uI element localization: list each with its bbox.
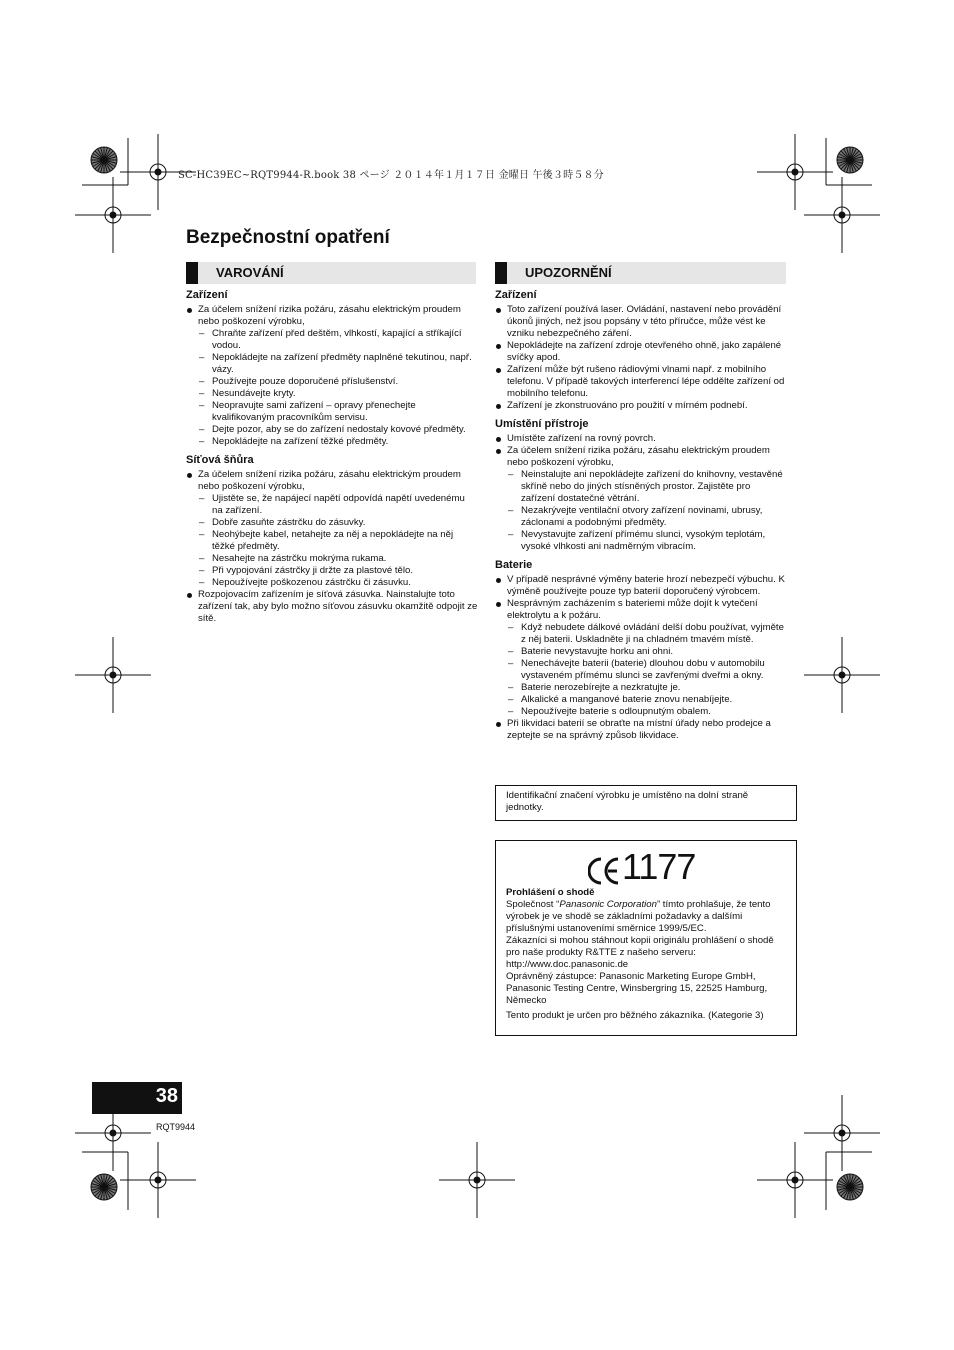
bullet-text: Za účelem snížení rizika požáru, zásahu elektrickým proudem nebo poškození výrobku,	[198, 304, 461, 327]
bullet-text: Nepokládejte na zařízení zdroje otevřeného ohně, jako zapálené svíčky apod.	[507, 340, 782, 363]
declaration-text: Společnost “Panasonic Corporation” tímto prohlašuje, že tento výrobek je ve shodě se základními požadavky a dalšími příslušnými ustanoveními směrnice 1999/5/EC.	[506, 899, 771, 934]
dash-list	[507, 469, 787, 553]
dash-item: – Neopravujte sami zařízení – opravy přenechejte kvalifikovaným pracovníkům servisu.	[198, 400, 478, 424]
dash-list	[198, 493, 478, 589]
caution-heading	[495, 262, 786, 284]
section-title: Síťová šňůra	[186, 454, 254, 466]
dash-item: – Nepokládejte na zařízení předměty naplněné tekutinou, např. vázy.	[198, 352, 478, 376]
bullet-item	[186, 469, 478, 589]
bullet-list	[186, 469, 478, 625]
bullet-item	[495, 445, 787, 553]
dash-item: – Nepoužívejte baterie s odloupnutým obalem.	[507, 706, 787, 718]
bullet-text: Nesprávným zacházením s bateriemi může dojít k vytečení elektrolytu a k požáru.	[507, 598, 758, 621]
bullet-item	[495, 340, 787, 364]
crosshair-mark-icon	[75, 177, 151, 253]
warning-heading-label: VAROVÁNÍ	[216, 265, 284, 280]
dash-item: – Nepokládejte na zařízení těžké předměty.	[198, 436, 478, 448]
bullet-item	[495, 574, 787, 598]
consumer-text: Tento produkt je určen pro běžného zákazníka. (Kategorie 3)	[506, 1010, 764, 1021]
heading-block	[495, 262, 507, 284]
caution-heading-label: UPOZORNĚNÍ	[525, 265, 612, 280]
crosshair-mark-icon	[120, 1142, 196, 1218]
dash-item: – Nesahejte na zástrčku mokrýma rukama.	[198, 553, 478, 565]
bullet-item	[186, 589, 478, 625]
bullet-text: Rozpojovacím zařízením je síťová zásuvka. Nainstalujte toto zařízení tak, aby bylo možno síťovou zásuvku okamžitě odpojit ze sítě.	[198, 589, 478, 624]
section-title: Umístění přístroje	[495, 418, 589, 430]
dash-item: – Alkalické a manganové baterie znovu nenabíjejte.	[507, 694, 787, 706]
dash-item: – Při vypojování zástrčky ji držte za plastové tělo.	[198, 565, 478, 577]
crosshair-mark-icon	[804, 177, 880, 253]
dash-list	[507, 622, 787, 718]
crosshair-mark-icon	[757, 134, 833, 210]
dash-item: – Baterie nevystavujte horku ani ohni.	[507, 646, 787, 658]
dash-item: – Používejte pouze doporučené příslušenství.	[198, 376, 478, 388]
crosshair-mark-icon	[757, 1142, 833, 1218]
warning-column	[186, 289, 478, 625]
bullet-item	[186, 304, 478, 448]
declaration-title: Prohlášení o shodě	[506, 887, 595, 898]
dash-item: – Nesundávejte kryty.	[198, 388, 478, 400]
registration-wheel-icon	[91, 147, 117, 173]
bullet-list	[495, 574, 787, 742]
registration-wheel-icon	[837, 147, 863, 173]
bullet-text: Za účelem snížení rizika požáru, zásahu elektrickým proudem nebo poškození výrobku,	[507, 445, 770, 468]
warning-heading	[186, 262, 476, 284]
bullet-text: Při likvidaci baterií se obraťte na místní úřady nebo prodejce a zeptejte se na správný způsob likvidace.	[507, 718, 771, 741]
print-header: SC-HC39EC~RQT9944-R.book 38 ページ ２０１４年１月１７日 金曜日 午後３時５８分	[178, 170, 604, 181]
bullet-item	[495, 433, 787, 445]
dash-item: – Chraňte zařízení před deštěm, vlhkostí, kapající a stříkající vodou.	[198, 328, 478, 352]
bullet-list	[495, 304, 787, 412]
crosshair-mark-icon	[804, 1095, 880, 1171]
dash-list	[198, 328, 478, 448]
bullet-item	[495, 718, 787, 742]
dash-item: – Nenechávejte baterii (baterie) dlouhou dobu v automobilu vystaveném přímému slunci se zavřenými dveřmi a okny.	[507, 658, 787, 682]
dash-item: – Nepoužívejte poškozenou zástrčku či zásuvku.	[198, 577, 478, 589]
crosshair-mark-icon	[804, 637, 880, 713]
section-title: Zařízení	[186, 289, 228, 301]
bullet-text: Toto zařízení používá laser. Ovládání, nastavení nebo provádění úkonů jiných, než jsou popsány v této příručce, může vést ke vzniku nebezpečného záření.	[507, 304, 782, 339]
page-title: Bezpečnostní opatření	[186, 227, 390, 248]
dash-item: – Ujistěte se, že napájecí napětí odpovídá napětí uvedenému na zařízení.	[198, 493, 478, 517]
dash-item: – Když nebudete dálkové ovládání delší dobu používat, vyjměte z něj baterii. Uskladněte ji na chladném tmavém místě.	[507, 622, 787, 646]
bullet-item	[495, 598, 787, 718]
bullet-list	[186, 304, 478, 448]
crosshair-mark-icon	[75, 637, 151, 713]
bullet-text: Zařízení může být rušeno rádiovými vlnami např. z mobilního telefonu. V případě takových interferencí lépe oddělte zařízení od mobilního telefonu.	[507, 364, 785, 399]
dash-item: – Neohýbejte kabel, netahejte za něj a nepokládejte na něj těžké předměty.	[198, 529, 478, 553]
ce-declaration-box	[495, 840, 797, 1036]
page-number-box	[92, 1082, 182, 1114]
bullet-text: Za účelem snížení rizika požáru, zásahu elektrickým proudem nebo poškození výrobku,	[198, 469, 461, 492]
ce-mark	[588, 847, 786, 885]
crosshair-mark-icon	[439, 1142, 515, 1218]
bullet-item	[495, 400, 787, 412]
caution-column	[495, 289, 787, 742]
page-number: 38	[155, 1085, 178, 1107]
dash-item: – Baterie nerozebírejte a nezkratujte je.	[507, 682, 787, 694]
ce-number: 1177	[622, 846, 696, 887]
dash-item: – Dejte pozor, aby se do zařízení nedostaly kovové předměty.	[198, 424, 478, 436]
registration-wheel-icon	[91, 1174, 117, 1200]
doc-code: RQT9944	[156, 1122, 196, 1132]
section-title: Zařízení	[495, 289, 537, 301]
declaration-url[interactable]: http://www.doc.panasonic.de	[506, 959, 629, 970]
representative-text: Oprávněný zástupce: Panasonic Marketing Europe GmbH, Panasonic Testing Centre, Winsbergring 15, 22525 Hamburg, Německo	[506, 971, 768, 1006]
dash-item: – Nezakrývejte ventilační otvory zařízení novinami, ubrusy, záclonami a podobnými předměty.	[507, 505, 787, 529]
heading-block	[186, 262, 198, 284]
section-title: Baterie	[495, 559, 533, 571]
bullet-text: V případě nesprávné výměny baterie hrozí nebezpečí výbuchu. K výměně používejte pouze typ baterií doporučený výrobcem.	[507, 574, 785, 597]
registration-wheel-icon	[837, 1174, 863, 1200]
bullet-list	[495, 433, 787, 553]
ce-logo-icon	[588, 857, 620, 885]
dash-item: – Nevystavujte zařízení přímému slunci, vysokým teplotám, vysoké vlhkosti ani nadměrným vibracím.	[507, 529, 787, 553]
dash-item: – Neinstalujte ani nepokládejte zařízení do knihovny, vestavěné skříně nebo do jiných stísněných prostor. Zajistěte pro zařízení dostatečné větrání.	[507, 469, 787, 505]
product-id-note: Identifikační značení výrobku je umístěno na dolní straně jednotky.	[495, 785, 797, 821]
download-text: Zákazníci si mohou stáhnout kopii originálu prohlášení o shodě pro naše produkty R&TTE z našeho serveru:	[506, 935, 774, 958]
bullet-item	[495, 304, 787, 340]
dash-item: – Dobře zasuňte zástrčku do zásuvky.	[198, 517, 478, 529]
bullet-text: Umístěte zařízení na rovný povrch.	[507, 433, 656, 444]
bullet-text: Zařízení je zkonstruováno pro použití v mírném podnebí.	[507, 400, 748, 411]
bullet-item	[495, 364, 787, 400]
